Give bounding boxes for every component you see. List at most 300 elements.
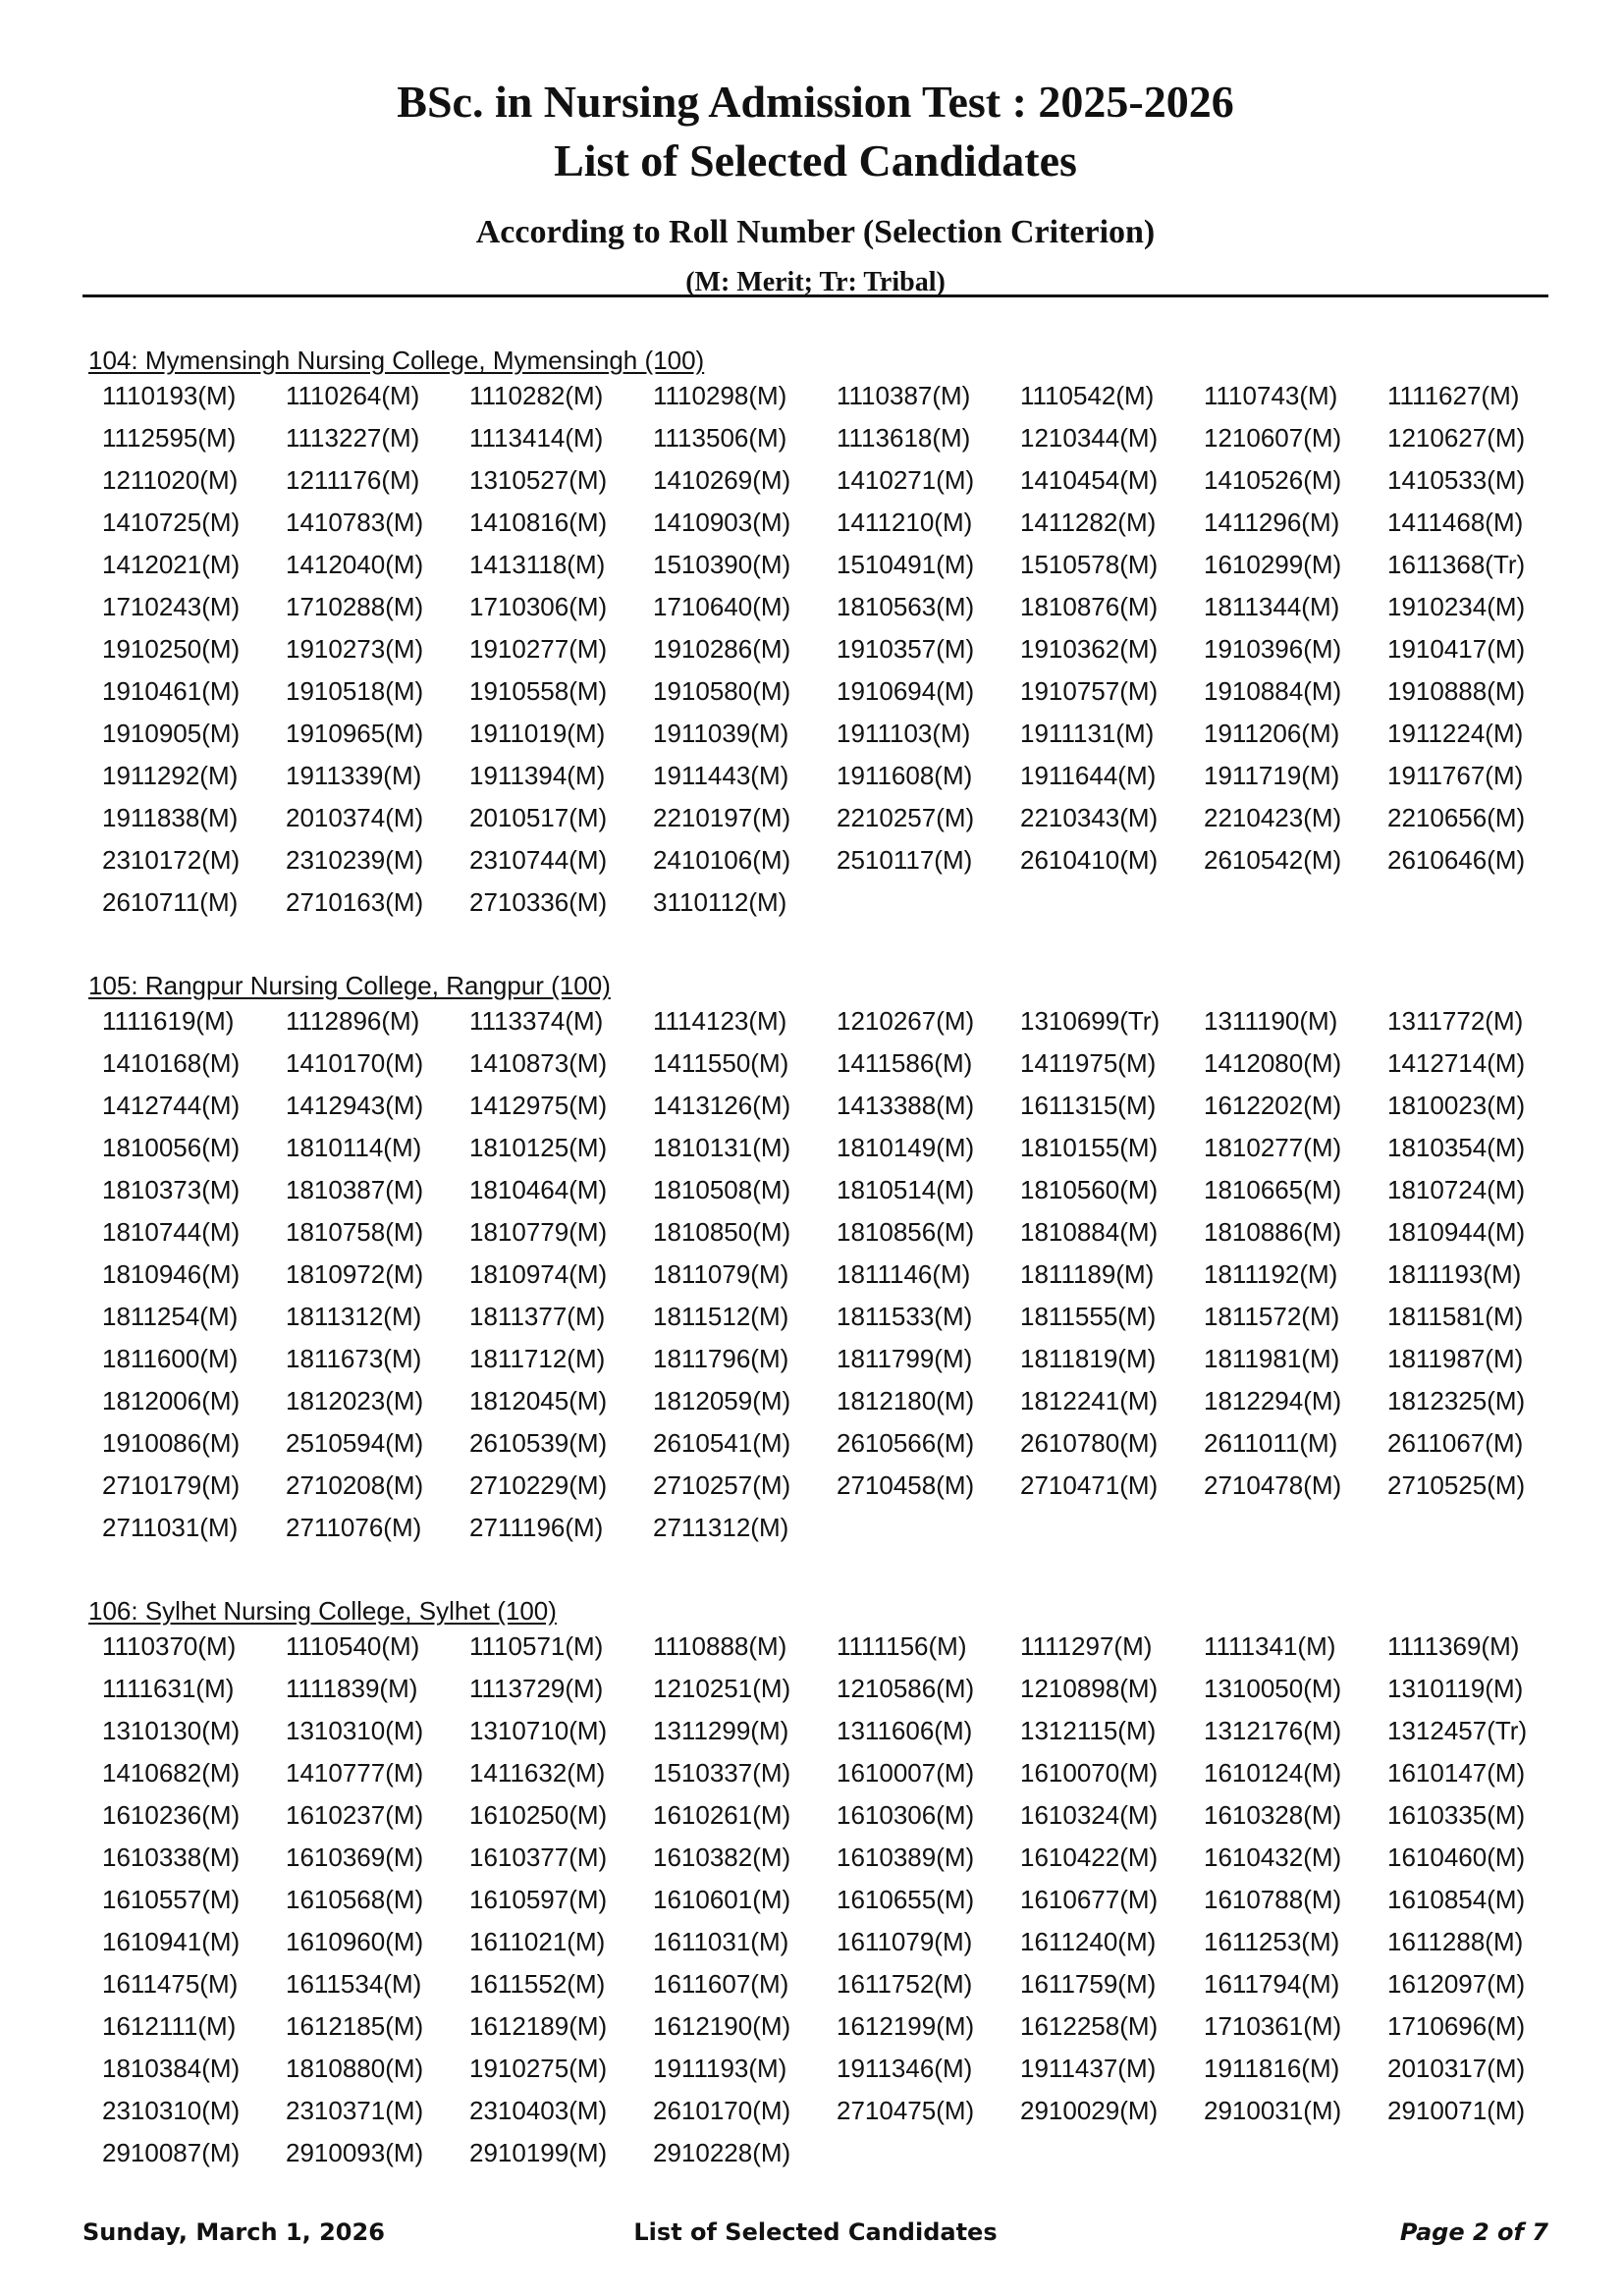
roll-number: 2210257(M) [837,803,975,832]
roll-number: 1810850(M) [653,1217,791,1247]
roll-number: 1610328(M) [1204,1800,1342,1830]
roll-number: 1811673(M) [286,1344,422,1373]
roll-number: 1811572(M) [1204,1302,1340,1331]
footer-date: Sunday, March 1, 2026 [82,2218,385,2246]
roll-number: 1110370(M) [102,1631,237,1661]
roll-number: 1610335(M) [1387,1800,1526,1830]
roll-number: 1810946(M) [102,1259,241,1289]
roll-number: 1411296(M) [1204,507,1340,537]
roll-number: 1412021(M) [102,550,241,579]
roll-number: 2310403(M) [469,2096,608,2125]
roll-number: 1410816(M) [469,507,608,537]
roll-number: 1911443(M) [653,761,789,790]
roll-number: 1110298(M) [653,381,787,410]
roll-number: 1610237(M) [286,1800,424,1830]
roll-number: 1911224(M) [1387,719,1524,748]
roll-number: 2210656(M) [1387,803,1526,832]
roll-number: 1311606(M) [837,1716,973,1745]
roll-number: 1113414(M) [469,423,604,453]
roll-number: 1112896(M) [286,1006,420,1036]
roll-number: 1910086(M) [102,1428,241,1458]
roll-number: 1411210(M) [837,507,973,537]
roll-number: 1610306(M) [837,1800,975,1830]
roll-number: 1210607(M) [1204,423,1342,453]
college-section [82,1596,1548,2174]
roll-number: 1410170(M) [286,1048,424,1078]
roll-number: 2610711(M) [102,887,239,917]
roll-number: 2510594(M) [286,1428,424,1458]
roll-number: 1810744(M) [102,1217,241,1247]
roll-number: 1611240(M) [1020,1927,1157,1956]
roll-number: 1710640(M) [653,592,791,621]
roll-number: 1410783(M) [286,507,424,537]
roll-number: 1610377(M) [469,1842,608,1872]
roll-number: 1611794(M) [1204,1969,1340,1999]
roll-number: 2310744(M) [469,845,608,875]
roll-number: 1612258(M) [1020,2011,1159,2041]
roll-number: 1610422(M) [1020,1842,1159,1872]
roll-number: 2010374(M) [286,803,424,832]
roll-number: 2210343(M) [1020,803,1159,832]
roll-number: 1911206(M) [1204,719,1340,748]
roll-number: 1810149(M) [837,1133,975,1162]
roll-number: 1410682(M) [102,1758,241,1788]
roll-number: 1612185(M) [286,2011,424,2041]
roll-number: 1612202(M) [1204,1091,1342,1120]
roll-number: 1911019(M) [469,719,606,748]
roll-number: 1111369(M) [1387,1631,1520,1661]
roll-number: 2610542(M) [1204,845,1342,875]
roll-number: 1610568(M) [286,1885,424,1914]
roll-number: 1413126(M) [653,1091,791,1120]
roll-number: 1411632(M) [469,1758,606,1788]
header-divider [82,294,1548,297]
roll-number: 1811600(M) [102,1344,239,1373]
roll-number: 1910357(M) [837,634,975,664]
roll-number: 1911339(M) [286,761,422,790]
roll-number: 1910905(M) [102,719,241,748]
roll-number: 1610261(M) [653,1800,791,1830]
roll-number: 1810665(M) [1204,1175,1342,1204]
roll-number: 1310310(M) [286,1716,424,1745]
roll-number: 1210627(M) [1387,423,1526,453]
roll-number: 1610236(M) [102,1800,241,1830]
roll-number: 1210344(M) [1020,423,1159,453]
roll-number: 1811189(M) [1020,1259,1155,1289]
roll-number: 1710696(M) [1387,2011,1526,2041]
roll-number: 1510491(M) [837,550,975,579]
college-heading: 106: Sylhet Nursing College, Sylhet (100) [88,1596,557,1626]
roll-number: 2710257(M) [653,1470,791,1500]
roll-number: 1810876(M) [1020,592,1159,621]
roll-number: 1210267(M) [837,1006,975,1036]
roll-number: 1410454(M) [1020,465,1159,495]
roll-number: 2710336(M) [469,887,608,917]
page-title: BSc. in Nursing Admission Test : 2025-2026 [397,77,1234,127]
roll-number: 1811799(M) [837,1344,973,1373]
roll-number: 1810023(M) [1387,1091,1526,1120]
roll-number: 1811377(M) [469,1302,606,1331]
roll-number: 2711031(M) [102,1513,239,1542]
roll-number: 1810886(M) [1204,1217,1342,1247]
roll-number: 1810880(M) [286,2054,424,2083]
roll-number: 1110282(M) [469,381,604,410]
roll-number: 1410533(M) [1387,465,1526,495]
roll-number: 1612190(M) [653,2011,791,2041]
roll-number: 1113729(M) [469,1674,604,1703]
roll-number: 1610460(M) [1387,1842,1526,1872]
roll-number: 2710478(M) [1204,1470,1342,1500]
roll-number: 1910888(M) [1387,676,1526,706]
roll-number: 1110193(M) [102,381,237,410]
roll-number: 1310699(Tr) [1020,1006,1161,1036]
roll-number: 1910965(M) [286,719,424,748]
roll-number: 1110540(M) [286,1631,420,1661]
roll-number: 1610124(M) [1204,1758,1342,1788]
roll-number: 1113618(M) [837,423,971,453]
roll-number: 1910694(M) [837,676,975,706]
roll-number: 1610655(M) [837,1885,975,1914]
roll-number: 1710243(M) [102,592,241,621]
roll-number: 2910029(M) [1020,2096,1159,2125]
roll-number: 1111839(M) [286,1674,418,1703]
roll-number: 1812180(M) [837,1386,975,1415]
roll-number: 1810563(M) [837,592,975,621]
roll-number: 1111627(M) [1387,381,1520,410]
roll-number: 1610338(M) [102,1842,241,1872]
roll-number: 1911193(M) [653,2054,787,2083]
roll-number: 1610677(M) [1020,1885,1159,1914]
roll-number: 1610432(M) [1204,1842,1342,1872]
roll-number: 2610780(M) [1020,1428,1159,1458]
roll-number: 1610601(M) [653,1885,791,1914]
roll-number: 1612199(M) [837,2011,975,2041]
roll-number: 1412714(M) [1387,1048,1526,1078]
roll-number: 1910277(M) [469,634,608,664]
roll-number: 1111619(M) [102,1006,235,1036]
roll-number: 1210251(M) [653,1674,791,1703]
footer-title: List of Selected Candidates [633,2218,998,2246]
roll-number: 1611288(M) [1387,1927,1524,1956]
roll-number: 1114123(M) [653,1006,787,1036]
roll-number: 1311190(M) [1204,1006,1338,1036]
quota-legend: (M: Merit; Tr: Tribal) [685,267,946,297]
roll-number: 2710471(M) [1020,1470,1159,1500]
roll-number: 1811146(M) [837,1259,971,1289]
page-number: Page 2 of 7 [1399,2218,1548,2246]
roll-number: 1811796(M) [653,1344,789,1373]
roll-number: 1611475(M) [102,1969,239,1999]
roll-number: 1510578(M) [1020,550,1159,579]
roll-number: 1611021(M) [469,1927,606,1956]
roll-number: 1410725(M) [102,507,241,537]
college-heading: 104: Mymensingh Nursing College, Mymensingh (100) [88,346,705,375]
roll-number: 1611607(M) [653,1969,789,1999]
roll-number: 1810387(M) [286,1175,424,1204]
roll-number: 1110571(M) [469,1631,604,1661]
roll-number: 1611534(M) [286,1969,422,1999]
roll-number: 2711076(M) [286,1513,422,1542]
roll-number: 2710525(M) [1387,1470,1526,1500]
roll-number: 1611031(M) [653,1927,789,1956]
roll-number: 1312115(M) [1020,1716,1157,1745]
roll-number: 1810514(M) [837,1175,975,1204]
roll-number: 1211176(M) [286,465,420,495]
roll-grid [102,1626,1548,2174]
roll-number: 1610007(M) [837,1758,975,1788]
roll-number: 2610170(M) [653,2096,791,2125]
roll-number: 1211020(M) [102,465,239,495]
roll-number: 1111156(M) [837,1631,967,1661]
roll-number: 2610646(M) [1387,845,1526,875]
roll-number: 1811193(M) [1387,1259,1522,1289]
roll-number: 1411975(M) [1020,1048,1157,1078]
roll-number: 1812059(M) [653,1386,791,1415]
roll-number: 1810944(M) [1387,1217,1526,1247]
roll-number: 1811079(M) [653,1259,789,1289]
roll-number: 1113506(M) [653,423,787,453]
roll-number: 1111631(M) [102,1674,235,1703]
roll-number: 1110387(M) [837,381,971,410]
roll-number: 1811312(M) [286,1302,422,1331]
roll-number: 2710179(M) [102,1470,241,1500]
roll-number: 1110888(M) [653,1631,787,1661]
roll-grid [102,375,1548,924]
roll-number: 1410873(M) [469,1048,608,1078]
roll-number: 1610557(M) [102,1885,241,1914]
roll-number: 1610389(M) [837,1842,975,1872]
roll-number: 1610070(M) [1020,1758,1159,1788]
roll-number: 1911346(M) [837,2054,973,2083]
roll-number: 1412040(M) [286,550,424,579]
roll-number: 2710229(M) [469,1470,608,1500]
roll-number: 1911103(M) [837,719,971,748]
roll-number: 2710163(M) [286,887,424,917]
roll-number: 1210586(M) [837,1674,975,1703]
roll-number: 1310710(M) [469,1716,608,1745]
roll-number: 1910417(M) [1387,634,1526,664]
roll-number: 1911292(M) [102,761,239,790]
roll-number: 1310119(M) [1387,1674,1524,1703]
roll-number: 1811981(M) [1204,1344,1340,1373]
roll-number: 2210197(M) [653,803,791,832]
roll-number: 1810508(M) [653,1175,791,1204]
roll-number: 1311772(M) [1387,1006,1524,1036]
roll-number: 2711196(M) [469,1513,604,1542]
roll-number: 1910275(M) [469,2054,608,2083]
roll-number: 1611315(M) [1020,1091,1157,1120]
roll-number: 1910558(M) [469,676,608,706]
roll-number: 1610299(M) [1204,550,1342,579]
roll-number: 2210423(M) [1204,803,1342,832]
roll-number: 1812023(M) [286,1386,424,1415]
roll-number: 1810131(M) [653,1133,791,1162]
roll-number: 1810758(M) [286,1217,424,1247]
roll-number: 1910273(M) [286,634,424,664]
roll-number: 1610147(M) [1387,1758,1526,1788]
roll-number: 1911838(M) [102,803,239,832]
roll-number: 1410526(M) [1204,465,1342,495]
roll-number: 1111341(M) [1204,1631,1336,1661]
college-section [82,346,1548,924]
roll-number: 1812241(M) [1020,1386,1159,1415]
roll-number: 1710306(M) [469,592,608,621]
roll-number: 2611067(M) [1387,1428,1524,1458]
roll-number: 1610854(M) [1387,1885,1526,1914]
roll-number: 1811819(M) [1020,1344,1157,1373]
roll-number: 2410106(M) [653,845,791,875]
roll-number: 1911644(M) [1020,761,1157,790]
roll-number: 1811192(M) [1204,1259,1338,1289]
roll-number: 1610382(M) [653,1842,791,1872]
college-list [82,346,1548,2221]
roll-number: 1310050(M) [1204,1674,1342,1703]
roll-number: 1610250(M) [469,1800,608,1830]
roll-number: 1911437(M) [1020,2054,1157,2083]
roll-number: 2310310(M) [102,2096,241,2125]
roll-number: 1910250(M) [102,634,241,664]
roll-number: 1911816(M) [1204,2054,1340,2083]
roll-number: 1811254(M) [102,1302,239,1331]
roll-number: 1911608(M) [837,761,973,790]
roll-number: 2910093(M) [286,2138,424,2167]
roll-number: 2310172(M) [102,845,241,875]
roll-number: 1411282(M) [1020,507,1157,537]
roll-number: 1110264(M) [286,381,420,410]
roll-number: 1811344(M) [1204,592,1340,621]
roll-number: 1310527(M) [469,465,608,495]
roll-number: 2910087(M) [102,2138,241,2167]
roll-number: 1412943(M) [286,1091,424,1120]
roll-number: 1810373(M) [102,1175,241,1204]
roll-number: 1410903(M) [653,507,791,537]
roll-number: 2710475(M) [837,2096,975,2125]
roll-number: 1611752(M) [837,1969,973,1999]
roll-number: 1910362(M) [1020,634,1159,664]
roll-number: 1412975(M) [469,1091,608,1120]
roll-grid [102,1000,1548,1549]
page-footer [82,2215,1548,2250]
roll-number: 1810384(M) [102,2054,241,2083]
roll-number: 1610324(M) [1020,1800,1159,1830]
roll-number: 1811581(M) [1387,1302,1524,1331]
roll-number: 2010317(M) [1387,2054,1526,2083]
roll-number: 1510337(M) [653,1758,791,1788]
roll-number: 2910071(M) [1387,2096,1526,2125]
roll-number: 1610960(M) [286,1927,424,1956]
roll-number: 1910396(M) [1204,634,1342,664]
roll-number: 1611552(M) [469,1969,606,1999]
roll-number: 1111297(M) [1020,1631,1153,1661]
roll-number: 2611011(M) [1204,1428,1338,1458]
roll-number: 2910031(M) [1204,2096,1342,2125]
roll-number: 1611759(M) [1020,1969,1157,1999]
roll-number: 1810354(M) [1387,1133,1526,1162]
roll-number: 1910757(M) [1020,676,1159,706]
roll-number: 1610941(M) [102,1927,241,1956]
roll-number: 1710361(M) [1204,2011,1342,2041]
roll-number: 2310239(M) [286,845,424,875]
roll-number: 1412744(M) [102,1091,241,1120]
roll-number: 1810155(M) [1020,1133,1159,1162]
roll-number: 1612111(M) [102,2011,237,2041]
page-header [82,73,1548,302]
roll-number: 2711312(M) [653,1513,789,1542]
roll-number: 1811533(M) [837,1302,973,1331]
roll-number: 1910518(M) [286,676,424,706]
college-section [82,971,1548,1549]
roll-number: 1611079(M) [837,1927,973,1956]
roll-number: 1310130(M) [102,1716,241,1745]
roll-number: 1410271(M) [837,465,975,495]
roll-number: 1810277(M) [1204,1133,1342,1162]
roll-number: 1810724(M) [1387,1175,1526,1204]
roll-number: 1312176(M) [1204,1716,1342,1745]
roll-number: 1810884(M) [1020,1217,1159,1247]
roll-number: 1812045(M) [469,1386,608,1415]
roll-number: 1911394(M) [469,761,606,790]
roll-number: 1810125(M) [469,1133,608,1162]
roll-number: 1312457(Tr) [1387,1716,1528,1745]
roll-number: 1210898(M) [1020,1674,1159,1703]
roll-number: 1411550(M) [653,1048,789,1078]
roll-number: 1110743(M) [1204,381,1338,410]
roll-number: 1910286(M) [653,634,791,664]
roll-number: 2610410(M) [1020,845,1159,875]
roll-number: 1811512(M) [653,1302,789,1331]
roll-number: 1113374(M) [469,1006,604,1036]
roll-number: 1413118(M) [469,550,606,579]
roll-number: 1311299(M) [653,1716,789,1745]
roll-number: 1812325(M) [1387,1386,1526,1415]
roll-number: 2510117(M) [837,845,973,875]
selection-criterion: According to Roll Number (Selection Criterion) [475,214,1156,250]
roll-number: 1910234(M) [1387,592,1526,621]
roll-number: 1810464(M) [469,1175,608,1204]
roll-number: 1413388(M) [837,1091,975,1120]
roll-number: 1810114(M) [286,1133,422,1162]
roll-number: 1810972(M) [286,1259,424,1289]
roll-number: 1812006(M) [102,1386,241,1415]
roll-number: 2610539(M) [469,1428,608,1458]
roll-number: 1612097(M) [1387,1969,1526,1999]
roll-number: 1911131(M) [1020,719,1155,748]
roll-number: 1810056(M) [102,1133,241,1162]
roll-number: 3110112(M) [653,887,787,917]
roll-number: 1610369(M) [286,1842,424,1872]
roll-number: 1710288(M) [286,592,424,621]
roll-number: 1910884(M) [1204,676,1342,706]
roll-number: 1911767(M) [1387,761,1524,790]
roll-number: 2010517(M) [469,803,608,832]
roll-number: 1510390(M) [653,550,791,579]
roll-number: 2610541(M) [653,1428,791,1458]
college-heading: 105: Rangpur Nursing College, Rangpur (100) [88,971,611,1000]
roll-number: 2910228(M) [653,2138,791,2167]
roll-number: 2610566(M) [837,1428,975,1458]
roll-number: 1812294(M) [1204,1386,1342,1415]
page-subtitle-list: List of Selected Candidates [554,135,1077,186]
roll-number: 1612189(M) [469,2011,608,2041]
roll-number: 1411468(M) [1387,507,1524,537]
roll-number: 1112595(M) [102,423,237,453]
roll-number: 1410269(M) [653,465,791,495]
roll-number: 2710208(M) [286,1470,424,1500]
roll-number: 2710458(M) [837,1470,975,1500]
roll-number: 1810974(M) [469,1259,608,1289]
roll-number: 1410777(M) [286,1758,424,1788]
roll-number: 1911039(M) [653,719,789,748]
